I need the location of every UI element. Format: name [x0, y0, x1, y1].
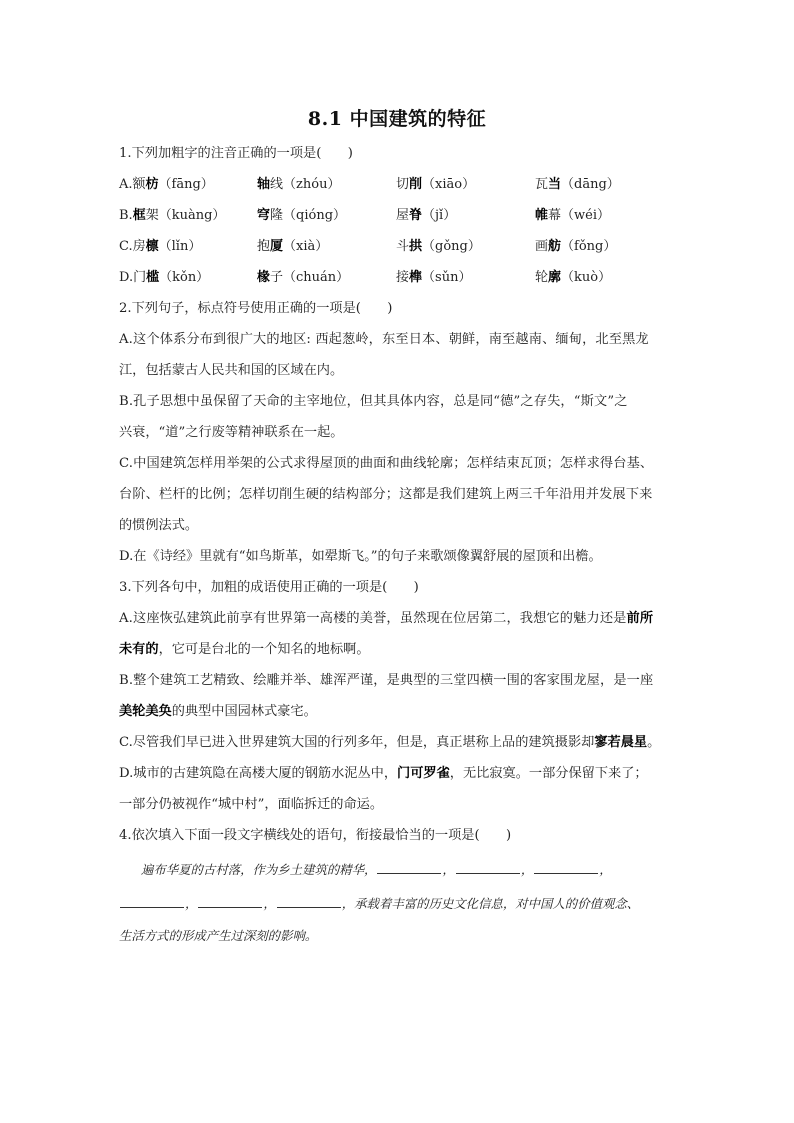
question-2-stem: 2.下列句子，标点符号使用正确的一项是( ) [119, 301, 393, 316]
question-1-row-c [119, 237, 679, 257]
question-2-option-c-line-1: C.中国建筑怎样用举架的公式求得屋顶的曲面和曲线轮廓；怎样结束瓦顶；怎样求得台基、 [119, 456, 654, 471]
question-3-stem: 3.下列各句中，加粗的成语使用正确的一项是( ) [119, 580, 419, 595]
question-2-option-a-line-2: 江，包括蒙古人民共和国的区域在内。 [119, 363, 344, 378]
question-4-stem: 4.依次填入下面一段文字横线处的语句，衔接最恰当的一项是( ) [119, 828, 512, 843]
fill-blank [456, 861, 520, 874]
option-item: 轴线（zhóu） [257, 177, 341, 192]
option-item: 帷幕（wéi） [535, 208, 610, 223]
question-1-row-d [119, 268, 679, 288]
passage-line-1: 遍布华夏的古村落，作为乡土建筑的精华， ， ， ， [141, 862, 612, 877]
option-item: 切削（xiāo） [396, 177, 476, 192]
question-3-option-b-line-1: B.整个建筑工艺精致、绘雕并举、雄浑严谨，是典型的三堂四横一围的客家围龙屋，是一座 [119, 673, 654, 688]
question-2-option-b-line-2: 兴衰，“道”之行废等精神联系在一起。 [119, 425, 344, 440]
option-item: 瓦当（dāng） [535, 177, 620, 192]
option-item: 轮廓（kuò） [535, 270, 612, 285]
option-item: 接榫（sǔn） [396, 270, 472, 285]
option-item: B.框架（kuàng） [119, 208, 226, 223]
question-2-option-a-line-1: A.这个体系分布到很广大的地区: 西起葱岭，东至日本、朝鲜，南至越南、缅甸，北至黑龙 [119, 332, 649, 347]
bold-idiom: 寥若晨星 [594, 735, 648, 750]
fill-blank [277, 895, 341, 908]
option-item: 斗拱（gǒng） [396, 239, 481, 254]
option-item: 画舫（fǒng） [535, 239, 617, 254]
option-item: 屋脊（jǐ） [396, 208, 457, 223]
question-3-option-a-line-2: 未有的，它可是台北的一个知名的地标啊。 [119, 642, 370, 657]
question-2-option-b-line-1: B.孔子思想中虽保留了天命的主宰地位，但其具体内容，总是同“德”之存失，“斯文”之 [119, 394, 628, 409]
page-title: 8.1 中国建筑的特征 [307, 108, 487, 130]
fill-blank [198, 895, 262, 908]
fill-blank [120, 895, 184, 908]
bold-idiom: 未有的 [119, 642, 159, 657]
question-3-option-d-line-2: 一部分仍被视作“城中村”，面临拆迁的命运。 [119, 797, 384, 812]
fill-blank [377, 861, 441, 874]
option-item: C.房檩（lǐn） [119, 239, 202, 254]
passage-line-3: 生活方式的形成产生过深刻的影响。 [119, 928, 318, 943]
question-1-row-a [119, 175, 679, 195]
question-2-option-c-line-2: 台阶、栏杆的比例；怎样切削生硬的结构部分；这都是我们建筑上两三千年沿用并发展下来 [119, 487, 653, 502]
option-item: 椽子（chuán） [257, 270, 350, 285]
question-1-row-b [119, 206, 679, 226]
fill-blank [534, 861, 598, 874]
question-3-option-b-line-2: 美轮美奂的典型中国园林式豪宅。 [119, 704, 317, 719]
question-1-stem: 1.下列加粗字的注音正确的一项是( ) [119, 146, 353, 161]
question-2-option-d-line-1: D.在《诗经》里就有“如鸟斯革，如翚斯飞。”的句子来歌颂像翼舒展的屋顶和出檐。 [119, 549, 602, 564]
question-3-option-a-line-1: A.这座恢弘建筑此前享有世界第一高楼的美誉，虽然现在位居第二，我想它的魅力还是前所 [119, 611, 654, 626]
option-item: 抱厦（xià） [257, 239, 329, 254]
question-3-option-d-line-1: D.城市的古建筑隐在高楼大厦的钢筋水泥丛中，门可罗雀，无比寂寞。一部分保留下来了； [119, 766, 648, 781]
question-3-option-c-line-1: C.尽管我们早已进入世界建筑大国的行列多年，但是，真正堪称上品的建筑摄影却寥若晨星。 [119, 735, 661, 750]
bold-idiom: 前所 [626, 611, 654, 626]
bold-idiom: 美轮美奂 [119, 704, 172, 719]
option-item: D.门槛（kǒn） [119, 270, 210, 285]
bold-idiom: 门可罗雀 [397, 766, 450, 781]
option-item: A.额枋（fāng） [119, 177, 214, 192]
passage-line-2: ， ， ，承载着丰富的历史文化信息，对中国人的价值观念、 [119, 894, 639, 914]
option-item: 穹隆（qióng） [257, 208, 347, 223]
question-2-option-c-line-3: 的惯例法式。 [119, 518, 199, 533]
